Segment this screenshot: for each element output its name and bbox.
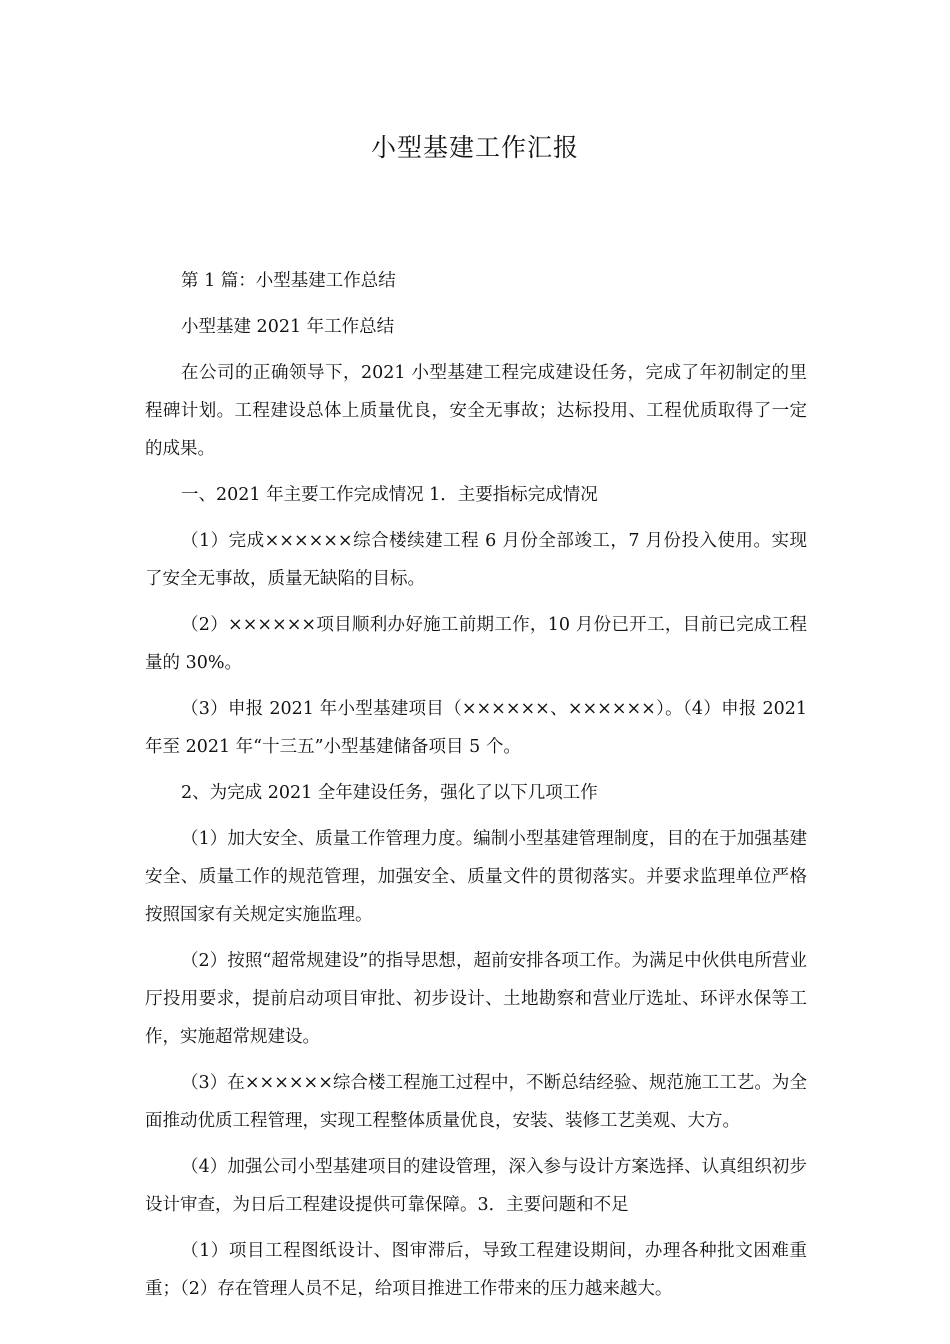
- document-body: [145, 262, 807, 1316]
- paragraph-item: （1）完成××××××综合楼续建工程 6 月份全部竣工，7 月份投入使用。实现了安全无事故，质量无缺陷的目标。: [145, 531, 807, 589]
- paragraph-item: （4）加强公司小型基建项目的建设管理，深入参与设计方案选择、认真组织初步设计审查，为日后工程建设提供可靠保障。3．主要问题和不足: [145, 1157, 807, 1215]
- paragraph-subtitle: 小型基建 2021 年工作总结: [181, 317, 395, 337]
- paragraph-item: （2）××××××项目顺利办好施工前期工作，10 月份已开工，目前已完成工程量的 30%。: [145, 615, 807, 673]
- paragraph-item: （1）加大安全、质量工作管理力度。编制小型基建管理制度，目的在于加强基建安全、质量工作的规范管理，加强安全、质量文件的贯彻落实。并要求监理单位严格按照国家有关规定实施监理。: [145, 829, 807, 925]
- paragraph-item: （2）按照“超常规建设”的指导思想，超前安排各项工作。为满足中伙供电所营业厅投用要求，提前启动项目审批、初步设计、土地勘察和营业厅选址、环评水保等工作，实施超常规建设。: [145, 951, 807, 1047]
- paragraph-item: （3）申报 2021 年小型基建项目（××××××、××××××）。（4）申报 2021 年至 2021 年“十三五”小型基建储备项目 5 个。: [145, 699, 807, 757]
- paragraph-section-heading: 第 1 篇：小型基建工作总结: [181, 271, 396, 291]
- paragraph-heading-2: 2、为完成 2021 全年建设任务，强化了以下几项工作: [181, 783, 598, 803]
- paragraph-item: （1）项目工程图纸设计、图审滞后，导致工程建设期间，办理各种批文困难重重；（2）存在管理人员不足，给项目推进工作带来的压力越来越大。: [145, 1241, 807, 1299]
- paragraph-heading-1: 一、2021 年主要工作完成情况 1．主要指标完成情况: [181, 485, 598, 505]
- paragraph-item: （3）在××××××综合楼工程施工过程中，不断总结经验、规范施工工艺。为全面推动优质工程管理，实现工程整体质量优良，安装、装修工艺美观、大方。: [145, 1073, 807, 1131]
- paragraph-intro: 在公司的正确领导下，2021 小型基建工程完成建设任务，完成了年初制定的里程碑计划。工程建设总体上质量优良，安全无事故；达标投用、工程优质取得了一定的成果。: [145, 363, 807, 459]
- document-title: 小型基建工作汇报: [370, 133, 579, 162]
